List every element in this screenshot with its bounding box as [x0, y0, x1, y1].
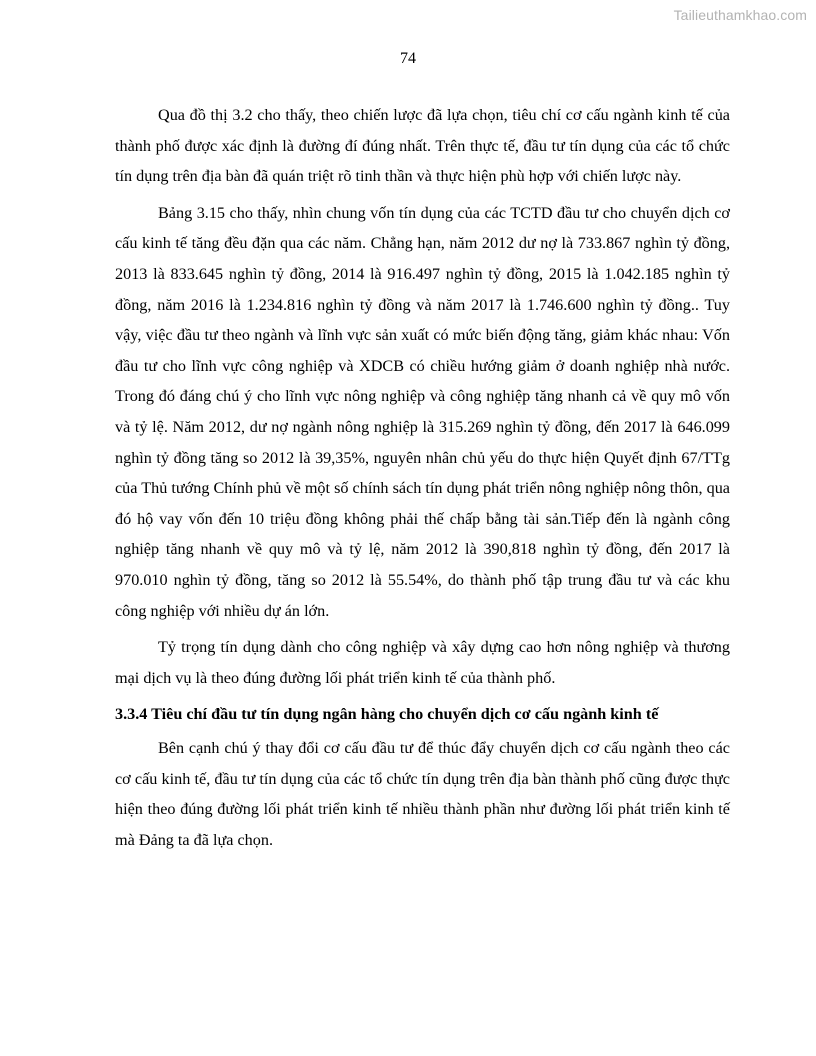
document-body — [115, 100, 730, 862]
watermark-text: Tailieuthamkhao.com — [673, 7, 807, 23]
paragraph: Tỷ trọng tín dụng dành cho công nghiệp và xây dựng cao hơn nông nghiệp và thương mại dịch vụ là theo đúng đường lối phát triển kinh tế của thành phố. — [115, 638, 730, 687]
paragraph: Bên cạnh chú ý thay đổi cơ cấu đầu tư để thúc đẩy chuyển dịch cơ cấu ngành theo các cơ cấu kinh tế, đầu tư tín dụng của các tổ chức tín dụng trên địa bàn thành phố cũng được thực hiện theo đúng đường lối phát triển kinh tế nhiều thành phần như đường lối phát triển kinh tế mà Đảng ta đã lựa chọn. — [115, 739, 730, 850]
paragraph: Qua đồ thị 3.2 cho thấy, theo chiến lược đã lựa chọn, tiêu chí cơ cấu ngành kinh tế của thành phố được xác định là đường đí đúng nhất. Trên thực tế, đầu tư tín dụng của các tổ chức tín dụng trên địa bàn đã quán triệt rõ tinh thần và thực hiện phù hợp với chiến lược này. — [115, 106, 730, 186]
section-heading: 3.3.4 Tiêu chí đầu tư tín dụng ngân hàng cho chuyển dịch cơ cấu ngành kinh tế — [115, 705, 659, 724]
paragraph: Bảng 3.15 cho thấy, nhìn chung vốn tín dụng của các TCTD đầu tư cho chuyển dịch cơ cấu kinh tế tăng đều đặn qua các năm. Chẳng hạn, năm 2012 dư nợ là 733.867 nghìn tỷ đồng, 2013 là 833.645 nghìn tỷ đồng, 2014 là 916.497 nghìn tỷ đồng, 2015 là 1.042.185 nghìn tỷ đồng, năm 2016 là 1.234.816 nghìn tỷ đồng và năm 2017 là 1.746.600 nghìn tỷ đồng.. Tuy vậy, việc đầu tư theo ngành và lĩnh vực sản xuất có mức biến động tăng, giảm khác nhau: Vốn đầu tư cho lĩnh vực công nghiệp và XDCB có chiều hướng giảm ở doanh nghiệp nhà nước. Trong đó đáng chú ý cho lĩnh vực nông nghiệp và công nghiệp tăng nhanh cả về quy mô vốn và tỷ lệ. Năm 2012, dư nợ ngành nông nghiệp là 315.269 nghìn tỷ đồng, đến 2017 là 646.099 nghìn tỷ đồng tăng so 2012 là 39,35%, nguyên nhân chủ yếu do thực hiện Quyết định 67/TTg của Thủ tướng Chính phủ về một số chính sách tín dụng phát triển nông nghiệp nông thôn, qua đó hộ vay vốn đến 10 triệu đồng không phải thế chấp bằng tài sản.Tiếp đến là ngành công nghiệp tăng nhanh về quy mô và tỷ lệ, năm 2012 là 390,818 nghìn tỷ đồng, đến 2017 là 970.010 nghìn tỷ đồng, tăng so 2012 là 55.54%, do thành phố tập trung đầu tư và các khu công nghiệp với nhiều dự án lớn. — [115, 203, 730, 620]
page-number: 74 — [400, 50, 416, 67]
